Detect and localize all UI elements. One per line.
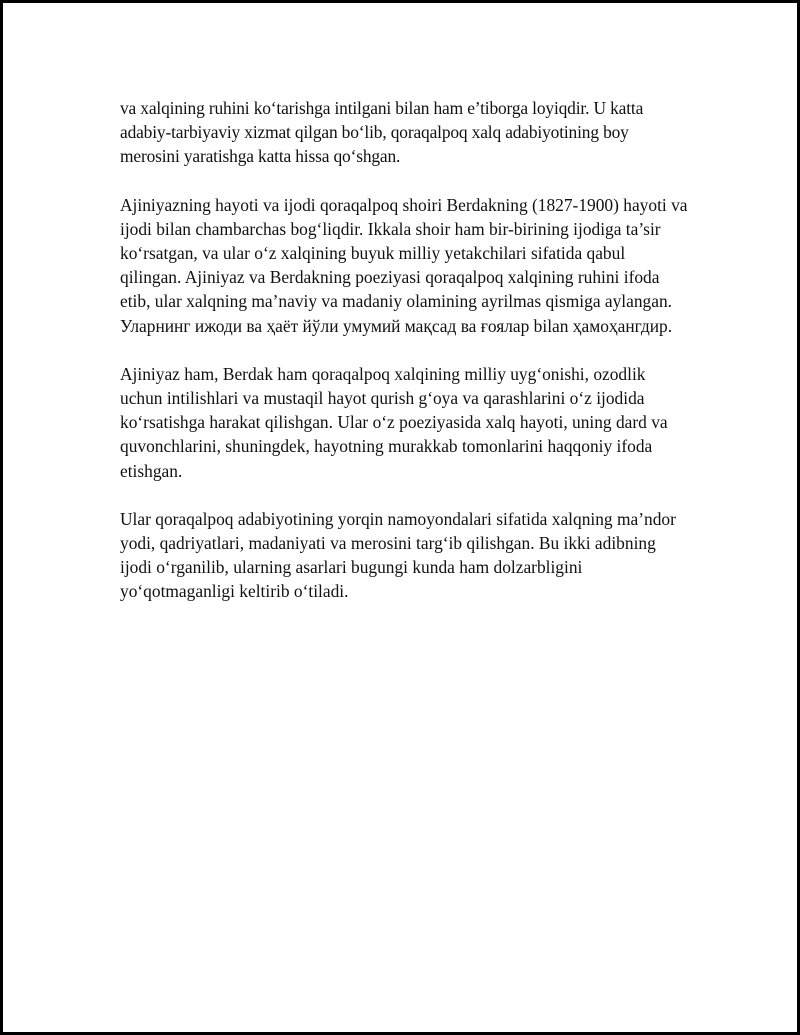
paragraph-4: Ular qoraqalpoq adabiyotining yorqin namoyondalari sifatida xalqning ma’ndor yodi, qadriyatlari, madaniyati va merosini targ‘ib qilishgan. Bu ikki adibning ijodi o‘rganilib, ularning asarlari bugungi kunda ham dolzarbligini yo‘qotmaganligi keltirib o‘tiladi. bbox=[120, 508, 676, 602]
paragraph-1: va xalqining ruhini ko‘tarishga intilgani bilan ham e’tiborga loyiqdir. U katta adabiy-tarbiyaviy xizmat qilgan bo‘lib, qoraqalpoq xalq adabiyotining boy merosini yaratishga katta hissa qo‘shgan. bbox=[120, 98, 644, 167]
document-body bbox=[120, 96, 690, 628]
paragraph-2: Ajiniyazning hayoti va ijodi qoraqalpoq shoiri Berdakning (1827-1900) hayoti va ijodi bilan chambarchas bog‘liqdir. Ikkala shoir ham bir-birining ijodiga ta’sir ko‘rsatgan, va ular o‘z xalqining buyuk milliy yetakchilari sifatida qabul qilingan. Ajiniyaz va Berdakning poeziyasi qoraqalpoq xalqining ruhini ifoda etib, ular xalqning ma’naviy va madaniy olamining ayrilmas qismiga aylangan. Уларнинг ижоди ва ҳаёт йўли умумий мақсад ва ғоялар bilan ҳамоҳангдир. bbox=[120, 194, 688, 336]
paragraph-3: Ajiniyaz ham, Berdak ham qoraqalpoq xalqining milliy uyg‘onishi, ozodlik uchun intilishlari va mustaqil hayot qurish g‘oya va qarashlarini o‘z ijodida ko‘rsatishga harakat qilishgan. Ular o‘z poeziyasida xalq hayoti, uning dard va quvonchlarini, shuningdek, hayotning murakkab tomonlarini haqqoniy ifoda etishgan. bbox=[120, 363, 668, 481]
